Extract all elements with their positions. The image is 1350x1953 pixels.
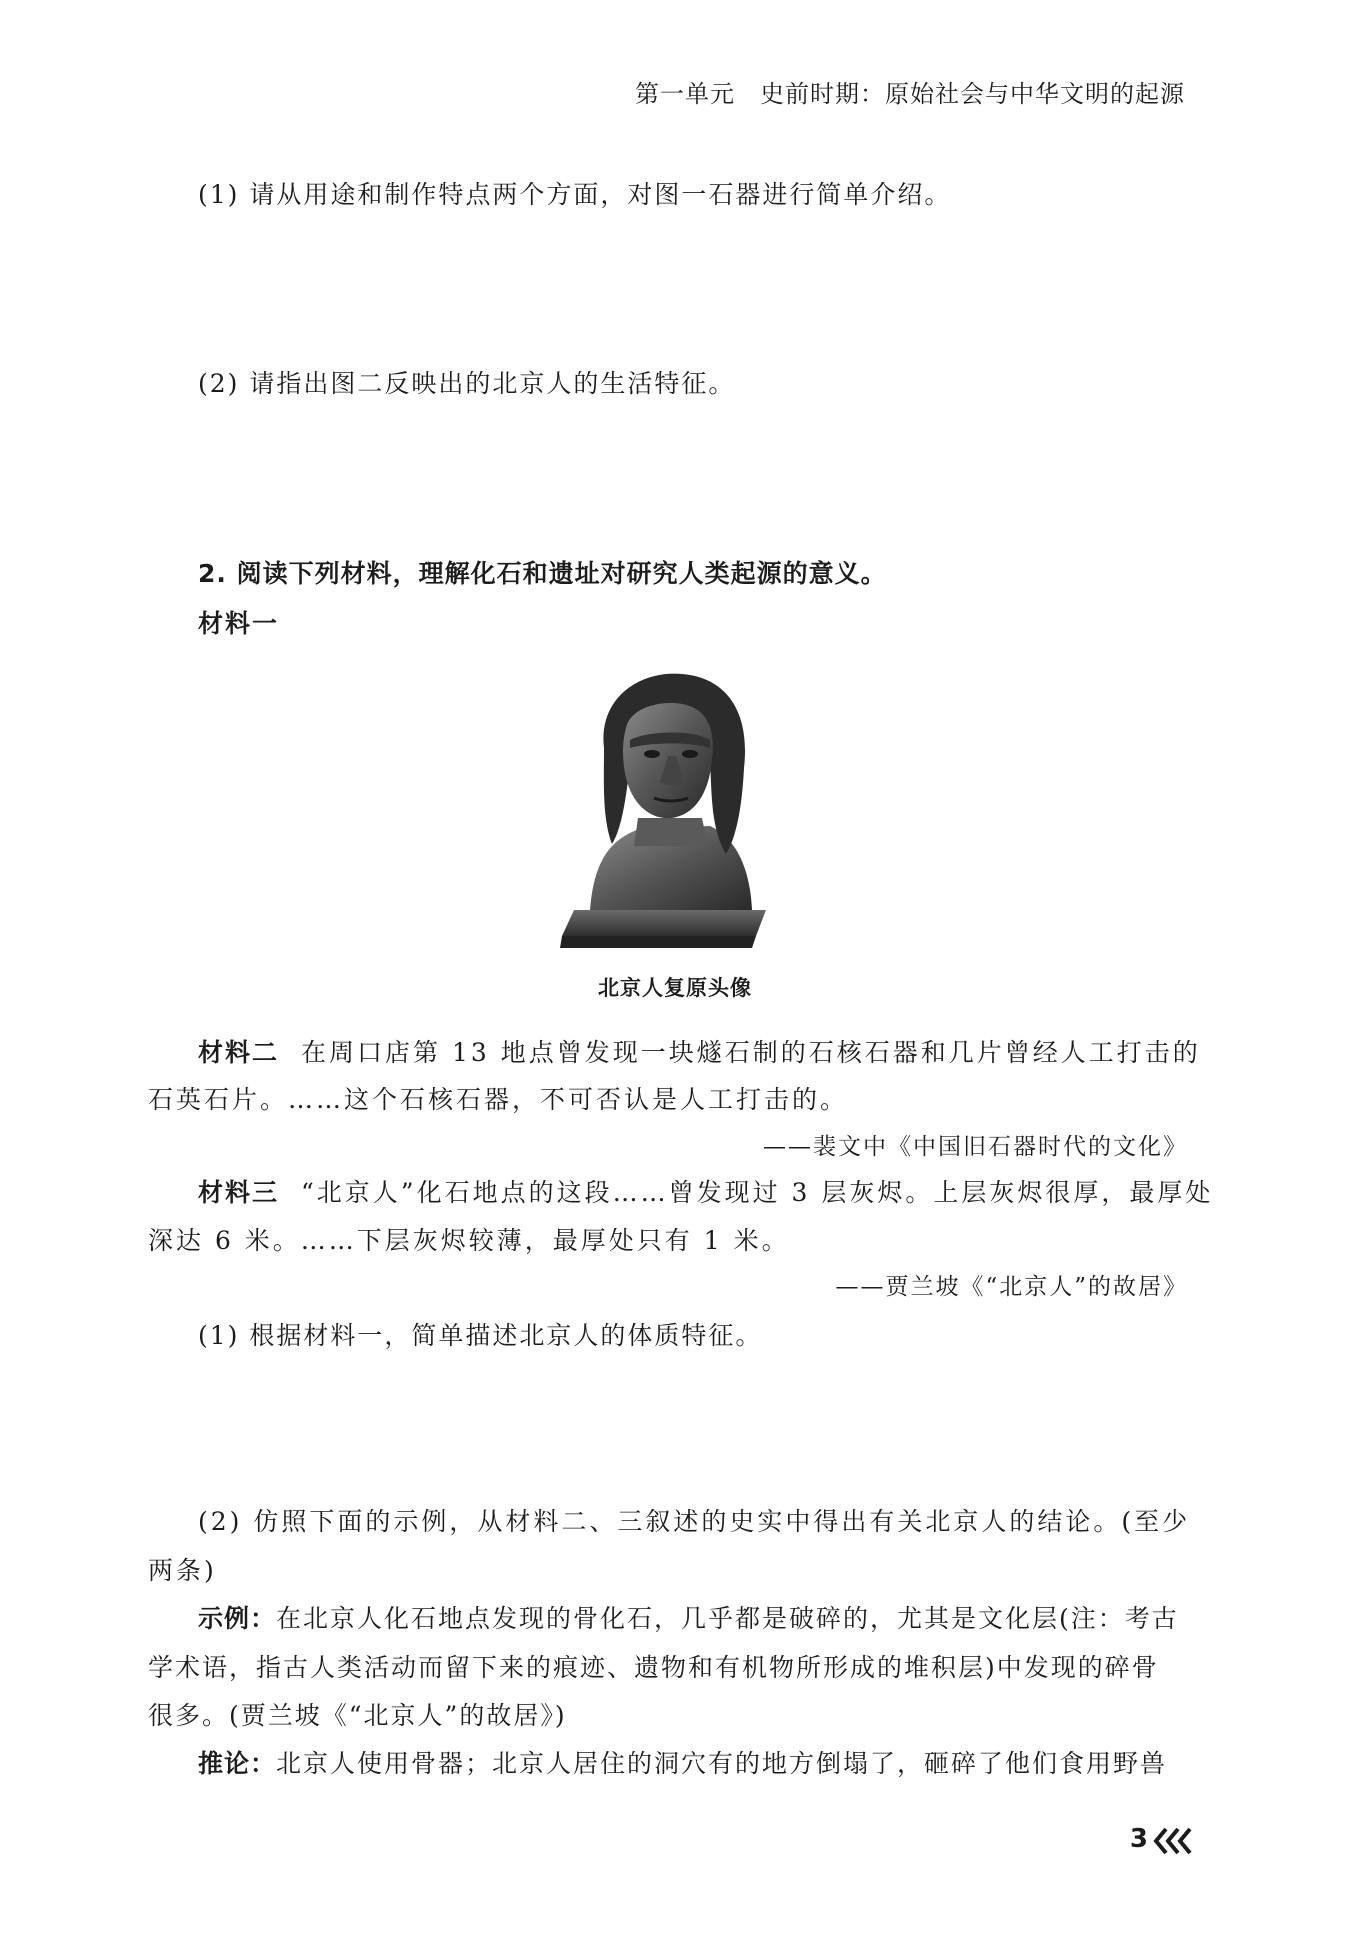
material2-label: 材料二 <box>198 1038 280 1067</box>
material2-source: ——裴文中《中国旧石器时代的文化》 <box>763 1134 1188 1160</box>
material2-line1 <box>198 1033 1201 1069</box>
inference-text1: 北京人使用骨器；北京人居住的洞穴有的地方倒塌了，砸碎了他们食用野兽 <box>276 1749 1168 1778</box>
material2-line2: 石英石片。……这个石核石器，不可否认是人工打击的。 <box>148 1085 849 1114</box>
inference-line1 <box>198 1744 1167 1780</box>
q1-sub1: (1) 请从用途和制作特点两个方面，对图一石器进行简单介绍。 <box>198 180 952 209</box>
q2-sub1: (1) 根据材料一，简单描述北京人的体质特征。 <box>198 1321 763 1350</box>
example-line2: 学术语，指古人类活动而留下来的痕迹、遗物和有机物所形成的堆积层)中发现的碎骨 <box>148 1653 1159 1682</box>
material2-text1: 在周口店第 13 地点曾发现一块燧石制的石核石器和几片曾经人工打击的 <box>301 1038 1201 1067</box>
q1-sub2: (2) 请指出图二反映出的北京人的生活特征。 <box>198 369 736 398</box>
page-header: 第一单元 史前时期：原始社会与中华文明的起源 <box>635 80 1185 108</box>
page-number: 3 <box>1129 1824 1148 1854</box>
triple-chevron-left-icon <box>1152 1826 1194 1856</box>
example-text1: 在北京人化石地点发现的骨化石，几乎都是破碎的，尤其是文化层(注：考古 <box>276 1604 1179 1633</box>
bust-caption: 北京人复原头像 <box>598 976 752 1000</box>
example-line1 <box>198 1599 1179 1635</box>
q2-sub2-line2: 两条) <box>148 1556 217 1585</box>
example-label: 示例： <box>198 1604 277 1633</box>
material1-label: 材料一 <box>198 609 280 638</box>
q2-title: 2. 阅读下列材料，理解化石和遗址对研究人类起源的意义。 <box>198 559 887 588</box>
example-line3: 很多。(贾兰坡《“北京人”的故居》) <box>148 1701 567 1730</box>
material3-source: ——贾兰坡《“北京人”的故居》 <box>835 1274 1188 1300</box>
peking-man-bust-image <box>560 668 780 950</box>
material3-line1 <box>198 1173 1213 1209</box>
material3-line2: 深达 6 米。……下层灰烬较薄，最厚处只有 1 米。 <box>148 1226 790 1255</box>
material3-text1: “北京人”化石地点的这段……曾发现过 3 层灰烬。上层灰烬很厚，最厚处 <box>301 1178 1214 1207</box>
material3-label: 材料三 <box>198 1178 280 1207</box>
q2-sub2-line1: (2) 仿照下面的示例，从材料二、三叙述的史实中得出有关北京人的结论。(至少 <box>198 1507 1191 1536</box>
inference-label: 推论： <box>198 1749 277 1778</box>
